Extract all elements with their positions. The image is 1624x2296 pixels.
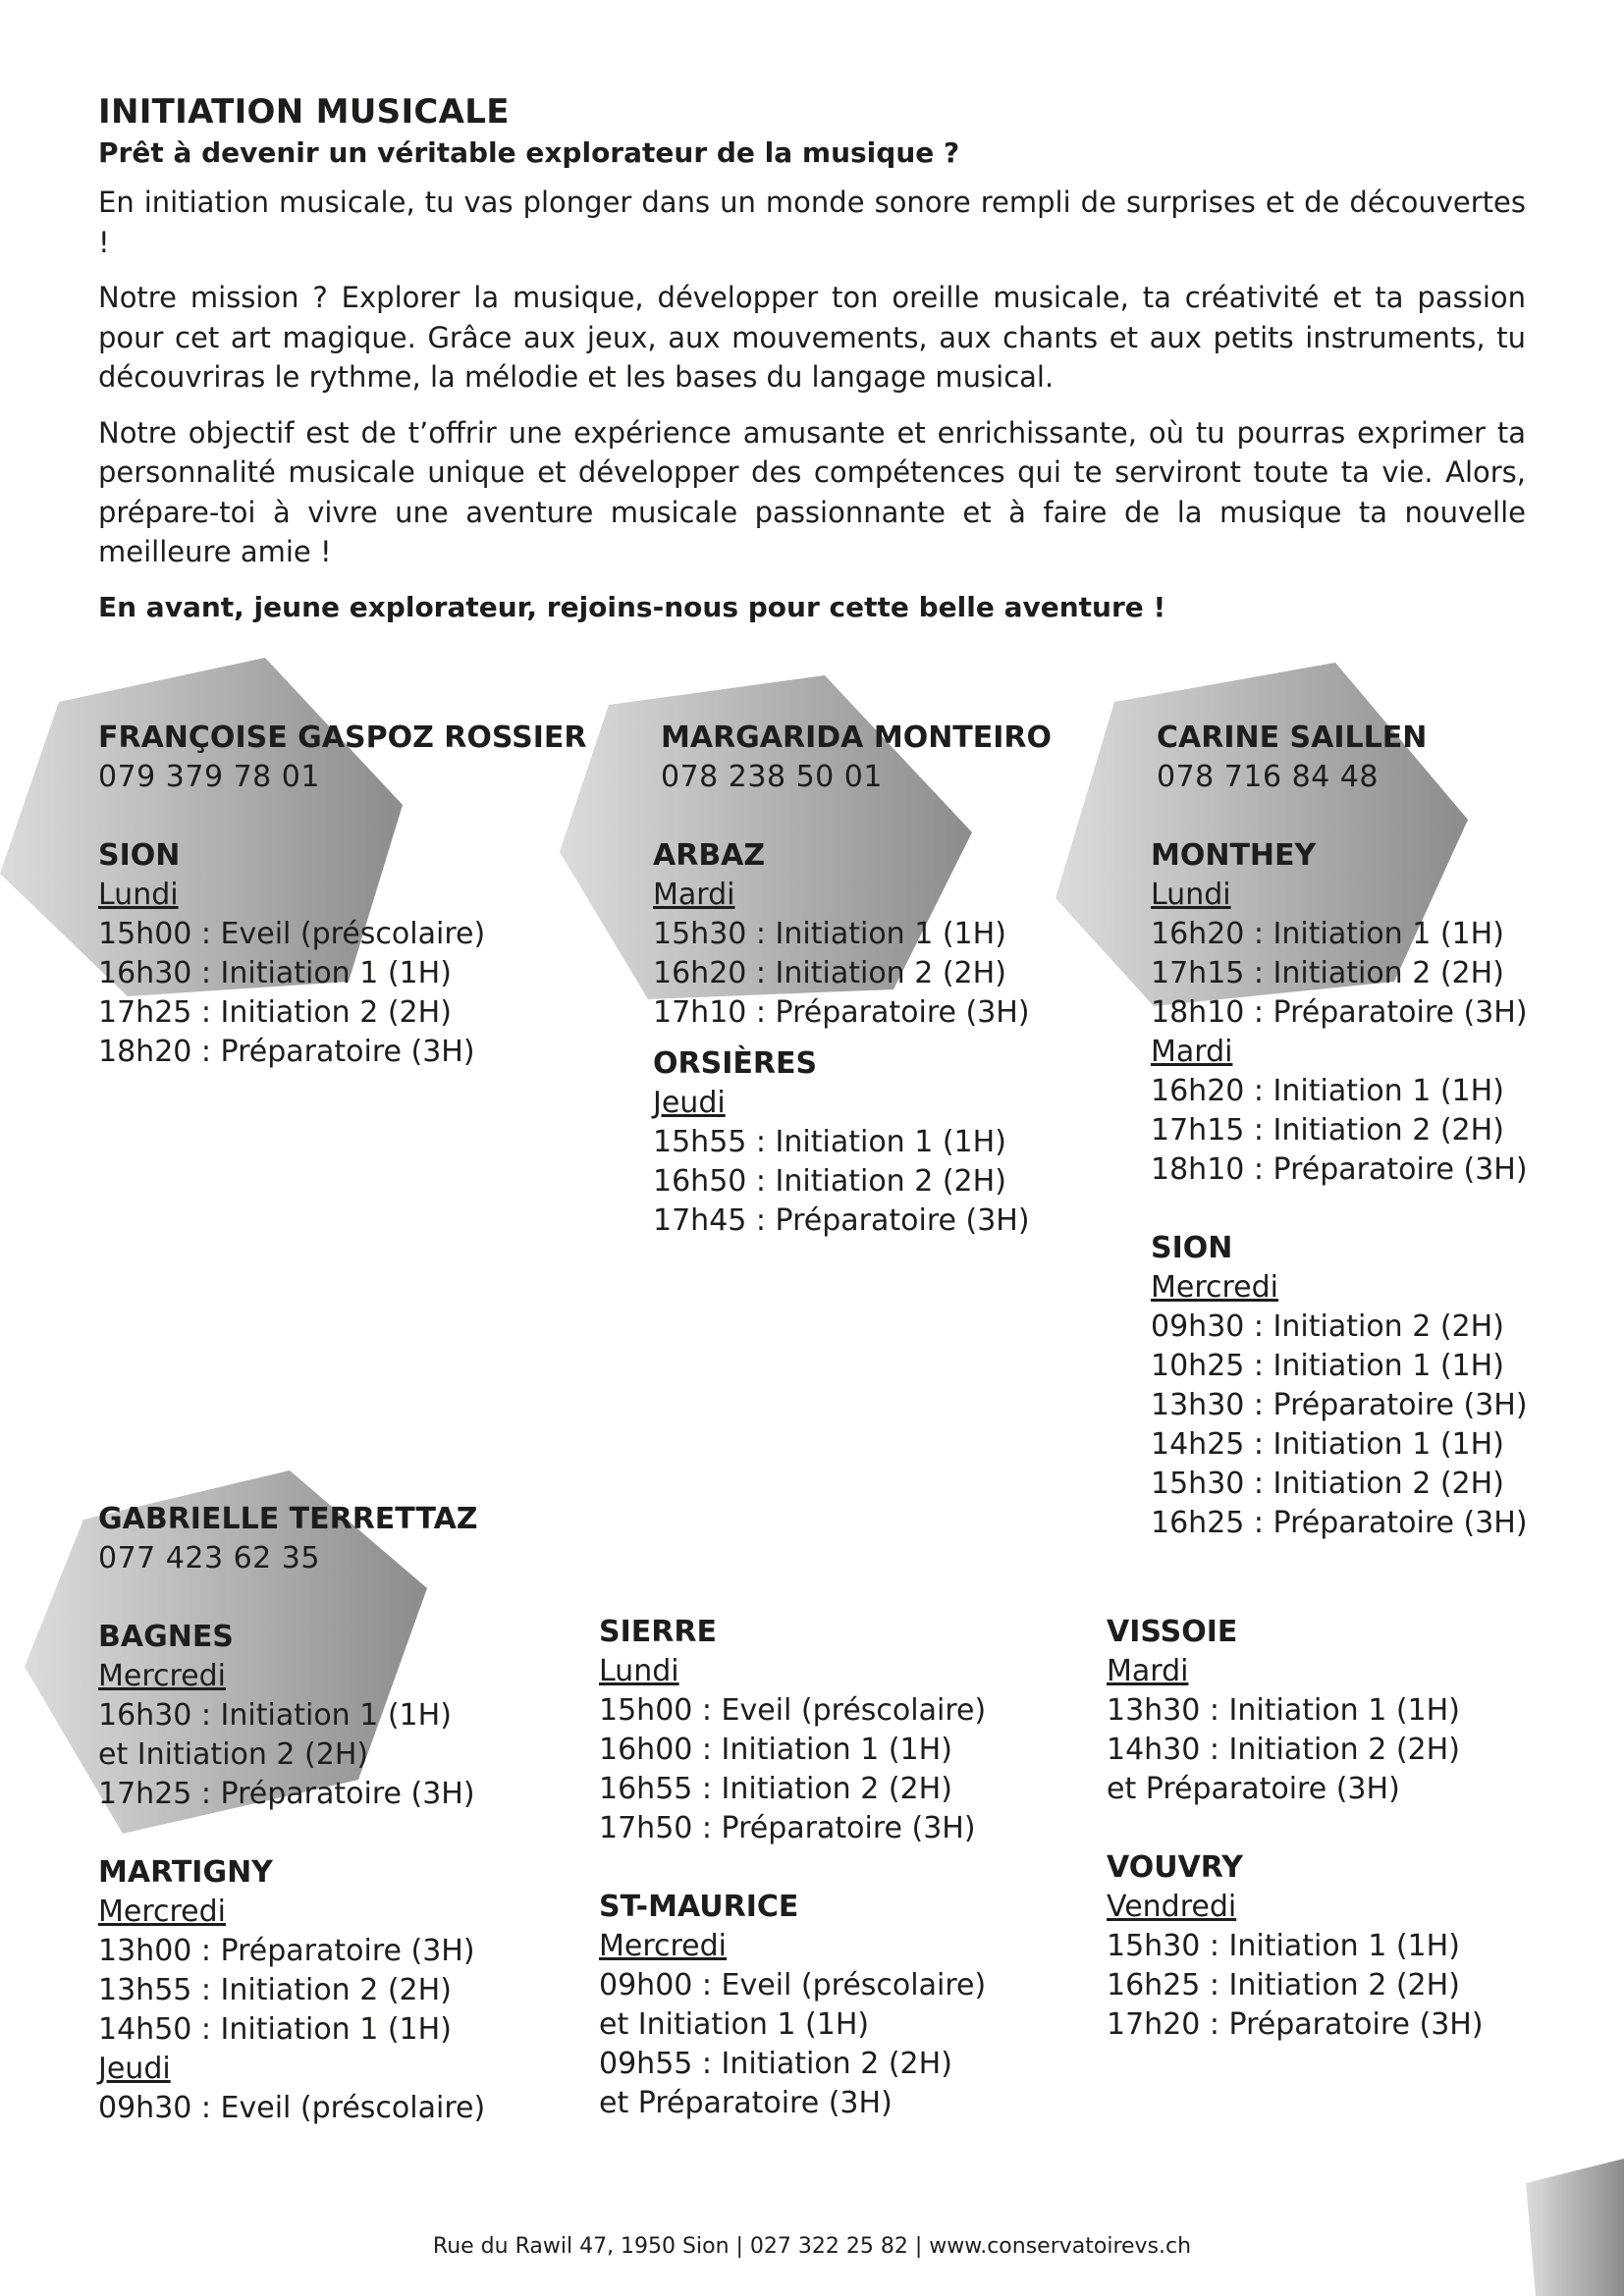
teacher-name: FRANÇOISE GASPOZ ROSSIER bbox=[98, 721, 587, 755]
location-name: ORSIÈRES bbox=[653, 1046, 818, 1081]
teacher-phone: 077 423 62 35 bbox=[98, 1541, 320, 1575]
schedule-line: 16h25 : Initiation 2 (2H) bbox=[1107, 1968, 1460, 2002]
teacher-card-gaspoz bbox=[98, 719, 587, 1072]
schedule-line: 09h00 : Eveil (préscolaire) bbox=[599, 1968, 987, 2002]
location-name: SION bbox=[1151, 1231, 1233, 1265]
schedule-line: 17h25 : Initiation 2 (2H) bbox=[98, 995, 452, 1030]
weekday: Lundi bbox=[599, 1654, 679, 1688]
schedule-line: 13h55 : Initiation 2 (2H) bbox=[98, 1973, 452, 2007]
weekday: Jeudi bbox=[98, 2052, 171, 2086]
teacher-name: CARINE SAILLEN bbox=[1157, 721, 1428, 755]
schedule-line: 18h10 : Préparatoire (3H) bbox=[1151, 995, 1528, 1030]
schedule-line: 09h30 : Eveil (préscolaire) bbox=[98, 2091, 486, 2125]
weekday: Mercredi bbox=[1151, 1270, 1279, 1305]
weekday: Mardi bbox=[1151, 1035, 1233, 1069]
footer-address: Rue du Rawil 47, 1950 Sion | 027 322 25 82 | www.conservatoirevs.ch bbox=[432, 2234, 1192, 2259]
schedule-line: et Initiation 2 (2H) bbox=[98, 1737, 369, 1772]
teacher-card-saillen bbox=[1151, 719, 1528, 1543]
schedule-line: 13h30 : Initiation 1 (1H) bbox=[1107, 1693, 1460, 1728]
schedule-line: 16h20 : Initiation 2 (2H) bbox=[653, 956, 1006, 990]
teacher-name: MARGARIDA MONTEIRO bbox=[661, 721, 1053, 755]
teacher-card-terrettaz bbox=[98, 1500, 485, 2128]
schedule-line: 17h50 : Préparatoire (3H) bbox=[599, 1811, 976, 1845]
schedule-line: 09h55 : Initiation 2 (2H) bbox=[599, 2047, 952, 2081]
intro-paragraph: Notre objectif est de t’offrir une expérience amusante et enrichissante, où tu pourras exprimer ta personnalité musicale unique et développer des compétences qui te serviront toute ta vie. Alors, prépare-toi à vivre une aventure musicale passionnante et à faire de la musique ta nouvelle meilleure amie ! bbox=[98, 415, 1526, 568]
schedule-line: 17h25 : Préparatoire (3H) bbox=[98, 1777, 475, 1811]
location-name: ST-MAURICE bbox=[599, 1890, 799, 1924]
corner-hexagon-decoration bbox=[1526, 2159, 1624, 2296]
schedule-line: 17h45 : Préparatoire (3H) bbox=[653, 1203, 1030, 1238]
page-subtitle: Prêt à devenir un véritable explorateur de la musique ? bbox=[98, 136, 960, 169]
location-name: MARTIGNY bbox=[98, 1855, 273, 1890]
schedule-line: et Initiation 1 (1H) bbox=[599, 2007, 870, 2042]
schedule-line: 18h20 : Préparatoire (3H) bbox=[98, 1035, 475, 1069]
schedule-line: 15h30 : Initiation 2 (2H) bbox=[1151, 1467, 1504, 1501]
weekday: Mardi bbox=[653, 878, 735, 912]
location-name: MONTHEY bbox=[1151, 838, 1317, 873]
schedule-line: 16h20 : Initiation 1 (1H) bbox=[1151, 1074, 1504, 1108]
intro-paragraph: En initiation musicale, tu vas plonger dans un monde sonore rempli de surprises et de découvertes ! bbox=[98, 186, 1526, 259]
location-name: VISSOIE bbox=[1107, 1615, 1238, 1649]
location-name: SIERRE bbox=[599, 1615, 717, 1649]
weekday: Mardi bbox=[1107, 1654, 1189, 1688]
schedule-line: 18h10 : Préparatoire (3H) bbox=[1151, 1152, 1528, 1187]
location-name: BAGNES bbox=[98, 1620, 234, 1654]
schedule-line: 13h30 : Préparatoire (3H) bbox=[1151, 1388, 1528, 1422]
schedule-line: 14h25 : Initiation 1 (1H) bbox=[1151, 1427, 1504, 1462]
schedule-line: 15h30 : Initiation 1 (1H) bbox=[1107, 1929, 1460, 1963]
schedule-line: 16h55 : Initiation 2 (2H) bbox=[599, 1772, 952, 1806]
intro-paragraph: Notre mission ? Explorer la musique, développer ton oreille musicale, ta créativité et ta passion pour cet art magique. Grâce aux jeux, aux mouvements, aux chants et aux petits instruments, tu découvriras le rythme, la mélodie et les bases du langage musical. bbox=[98, 281, 1526, 394]
schedule-line: 13h00 : Préparatoire (3H) bbox=[98, 1934, 475, 1968]
location-name: VOUVRY bbox=[1107, 1850, 1243, 1885]
teacher-phone: 078 238 50 01 bbox=[661, 760, 883, 794]
schedule-line: et Préparatoire (3H) bbox=[1107, 1772, 1400, 1806]
schedule-line: 16h30 : Initiation 1 (1H) bbox=[98, 1698, 452, 1733]
location-name: SION bbox=[98, 838, 181, 873]
location-name: ARBAZ bbox=[653, 838, 766, 873]
schedule-line: 17h15 : Initiation 2 (2H) bbox=[1151, 956, 1504, 990]
intro-section bbox=[98, 90, 1526, 643]
intro-closing: En avant, jeune explorateur, rejoins-nous pour cette belle aventure ! bbox=[98, 590, 1166, 623]
page-title: INITIATION MUSICALE bbox=[98, 92, 510, 132]
teacher-card-monteiro bbox=[653, 719, 1052, 1241]
weekday: Vendredi bbox=[1107, 1890, 1237, 1924]
weekday: Mercredi bbox=[599, 1929, 728, 1963]
teacher-phone: 078 716 84 48 bbox=[1157, 760, 1379, 794]
schedule-line: 17h15 : Initiation 2 (2H) bbox=[1151, 1113, 1504, 1148]
schedule-line: et Préparatoire (3H) bbox=[599, 2086, 893, 2120]
schedule-column-right bbox=[1107, 1613, 1484, 2045]
schedule-line: 16h25 : Préparatoire (3H) bbox=[1151, 1506, 1528, 1540]
weekday: Lundi bbox=[1151, 878, 1231, 912]
schedule-line: 15h00 : Eveil (préscolaire) bbox=[98, 917, 486, 951]
teacher-phone: 079 379 78 01 bbox=[98, 760, 320, 794]
schedule-line: 09h30 : Initiation 2 (2H) bbox=[1151, 1309, 1504, 1344]
schedule-line: 15h55 : Initiation 1 (1H) bbox=[653, 1125, 1006, 1159]
schedule-line: 14h30 : Initiation 2 (2H) bbox=[1107, 1733, 1460, 1767]
schedule-line: 17h20 : Préparatoire (3H) bbox=[1107, 2007, 1484, 2042]
teacher-name: GABRIELLE TERRETTAZ bbox=[98, 1502, 478, 1536]
schedule-column-middle bbox=[599, 1613, 986, 2123]
weekday: Jeudi bbox=[653, 1086, 726, 1120]
schedule-line: 16h00 : Initiation 1 (1H) bbox=[599, 1733, 952, 1767]
weekday: Mercredi bbox=[98, 1659, 227, 1693]
schedule-line: 10h25 : Initiation 1 (1H) bbox=[1151, 1349, 1504, 1383]
schedule-line: 15h30 : Initiation 1 (1H) bbox=[653, 917, 1006, 951]
weekday: Mercredi bbox=[98, 1895, 227, 1929]
schedule-line: 14h50 : Initiation 1 (1H) bbox=[98, 2012, 452, 2047]
schedule-line: 17h10 : Préparatoire (3H) bbox=[653, 995, 1030, 1030]
schedule-line: 16h50 : Initiation 2 (2H) bbox=[653, 1164, 1006, 1199]
schedule-line: 15h00 : Eveil (préscolaire) bbox=[599, 1693, 987, 1728]
weekday: Lundi bbox=[98, 878, 179, 912]
schedule-line: 16h30 : Initiation 1 (1H) bbox=[98, 956, 452, 990]
schedule-line: 16h20 : Initiation 1 (1H) bbox=[1151, 917, 1504, 951]
